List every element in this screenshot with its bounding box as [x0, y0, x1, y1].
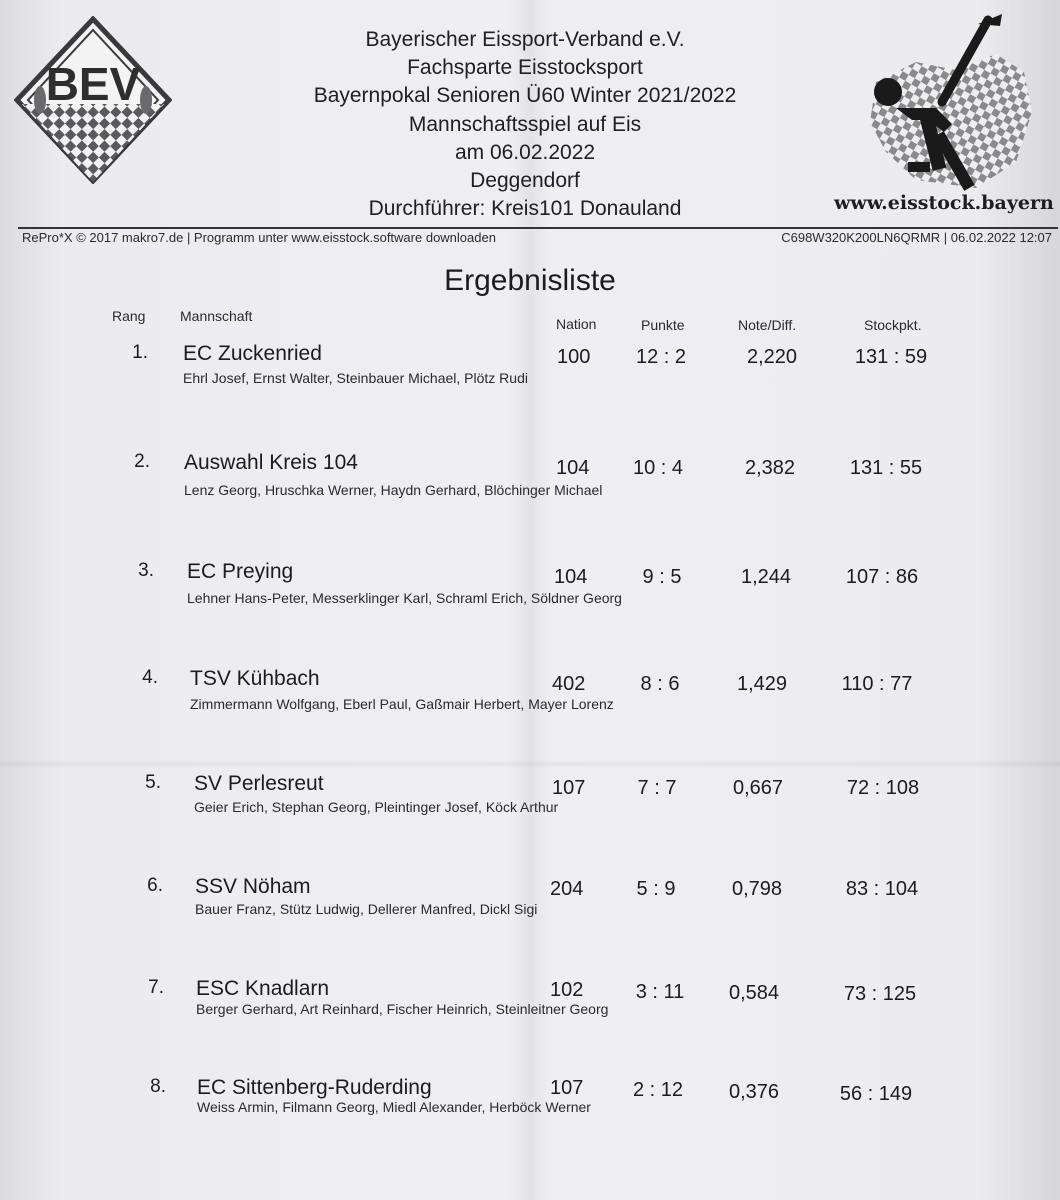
rank-cell: 5.: [145, 772, 161, 793]
header-line-association: Bayerischer Eissport-Verband e.V.: [365, 28, 685, 51]
diff-cell: 0,667: [732, 777, 784, 799]
diff-cell: 1,244: [740, 566, 792, 588]
player-list: Berger Gerhard, Art Reinhard, Fischer Heinrich, Steinleitner Georg: [196, 1001, 609, 1017]
column-header-nation: Nation: [556, 316, 597, 332]
team-name: TSV Kühbach: [190, 667, 320, 690]
table-row: [0, 1076, 1060, 1136]
points-cell: 12 : 2: [635, 346, 687, 368]
diff-cell: 1,429: [736, 673, 788, 695]
stock-points-cell: 83 : 104: [845, 878, 919, 900]
team-name: EC Preying: [187, 560, 294, 583]
stock-points-cell: 56 : 149: [839, 1083, 913, 1105]
diff-cell: 0,798: [731, 878, 783, 900]
rank-cell: 8.: [150, 1076, 166, 1097]
player-list: Lehner Hans-Peter, Messerklinger Karl, Schraml Erich, Söldner Georg: [187, 590, 622, 606]
table-row: [0, 560, 1060, 620]
stock-points-cell: 131 : 55: [849, 457, 923, 479]
points-cell: 5 : 9: [636, 878, 676, 900]
column-header-diff: Note/Diff.: [738, 317, 797, 333]
diff-cell: 2,220: [746, 346, 798, 368]
column-header-team: Mannschaft: [180, 308, 253, 324]
table-row: [0, 342, 1060, 402]
player-list: Lenz Georg, Hruschka Werner, Haydn Gerhard, Blöchinger Michael: [184, 482, 603, 498]
points-cell: 10 : 4: [632, 457, 684, 479]
diff-cell: 2,382: [744, 457, 796, 479]
points-cell: 2 : 12: [632, 1079, 684, 1101]
header-line-organizer: Durchführer: Kreis101 Donauland: [368, 197, 682, 221]
table-row: [0, 875, 1060, 935]
diff-cell: 0,376: [728, 1081, 780, 1103]
nation-cell: 204: [550, 878, 584, 900]
document-header: [240, 26, 810, 223]
rank-cell: 6.: [147, 875, 163, 896]
bev-logo-text: BEV: [45, 58, 141, 110]
team-name: SSV Nöham: [195, 875, 311, 898]
nation-cell: 100: [557, 346, 591, 368]
header-line-game-type: Mannschaftsspiel auf Eis: [408, 112, 642, 136]
table-row: [0, 977, 1060, 1037]
rank-cell: 3.: [138, 560, 154, 581]
column-header-points: Punkte: [641, 317, 685, 333]
points-cell: 7 : 7: [637, 777, 677, 799]
team-name: EC Sittenberg-Ruderding: [197, 1076, 432, 1099]
nation-cell: 107: [552, 777, 586, 799]
eisstock-pictogram-logo: [856, 12, 1050, 192]
rank-cell: 4.: [142, 667, 158, 688]
rank-cell: 1.: [132, 342, 148, 363]
rank-cell: 2.: [134, 451, 150, 472]
nation-cell: 402: [552, 673, 586, 695]
rank-cell: 7.: [148, 977, 164, 998]
document-id: C698W320K200LN6QRMR | 06.02.2022 12:07: [781, 230, 1052, 245]
table-row: [0, 451, 1060, 511]
points-cell: 9 : 5: [642, 566, 682, 588]
site-url: www.eisstock.bayern: [834, 192, 1054, 214]
header-line-division: Fachsparte Eisstocksport: [407, 56, 643, 80]
table-row: [0, 667, 1060, 727]
stock-points-cell: 110 : 77: [841, 673, 913, 695]
header-line-competition: Bayernpokal Senioren Ü60 Winter 2021/2022: [313, 84, 737, 108]
team-name: SV Perlesreut: [194, 772, 324, 795]
team-name: Auswahl Kreis 104: [184, 451, 358, 474]
column-header-stock: Stockpkt.: [864, 317, 922, 333]
bev-logo: [14, 16, 172, 184]
player-list: Zimmermann Wolfgang, Eberl Paul, Gaßmair Herbert, Mayer Lorenz: [190, 696, 614, 712]
column-header-rank: Rang: [112, 308, 146, 324]
team-name: ESC Knadlarn: [196, 977, 330, 1000]
player-list: Bauer Franz, Stütz Ludwig, Dellerer Manfred, Dickl Sigi: [195, 901, 538, 917]
software-note: RePro*X © 2017 makro7.de | Programm unter www.eisstock.software downloaden: [22, 230, 496, 245]
header-line-location: Deggendorf: [470, 169, 580, 193]
player-list: Ehrl Josef, Ernst Walter, Steinbauer Michael, Plötz Rudi: [183, 370, 528, 386]
paper-fold: [0, 760, 1060, 768]
points-cell: 3 : 11: [635, 981, 685, 1003]
diff-cell: 0,584: [728, 982, 780, 1004]
stock-points-cell: 107 : 86: [845, 566, 919, 588]
stock-points-cell: 73 : 125: [843, 983, 917, 1005]
header-divider: [18, 227, 1058, 229]
header-line-date: am 06.02.2022: [454, 140, 596, 164]
table-row: [0, 772, 1060, 832]
nation-cell: 102: [550, 979, 584, 1001]
points-cell: 8 : 6: [640, 673, 680, 695]
nation-cell: 104: [554, 566, 588, 588]
stock-points-cell: 131 : 59: [854, 346, 928, 368]
player-list: Weiss Armin, Filmann Georg, Miedl Alexander, Herböck Werner: [197, 1099, 591, 1115]
stock-points-cell: 72 : 108: [846, 777, 920, 799]
player-list: Geier Erich, Stephan Georg, Pleintinger Josef, Köck Arthur: [194, 799, 559, 815]
nation-cell: 104: [556, 457, 590, 479]
team-name: EC Zuckenried: [183, 342, 322, 365]
page-title: Ergebnisliste: [444, 264, 616, 297]
nation-cell: 107: [550, 1077, 584, 1099]
